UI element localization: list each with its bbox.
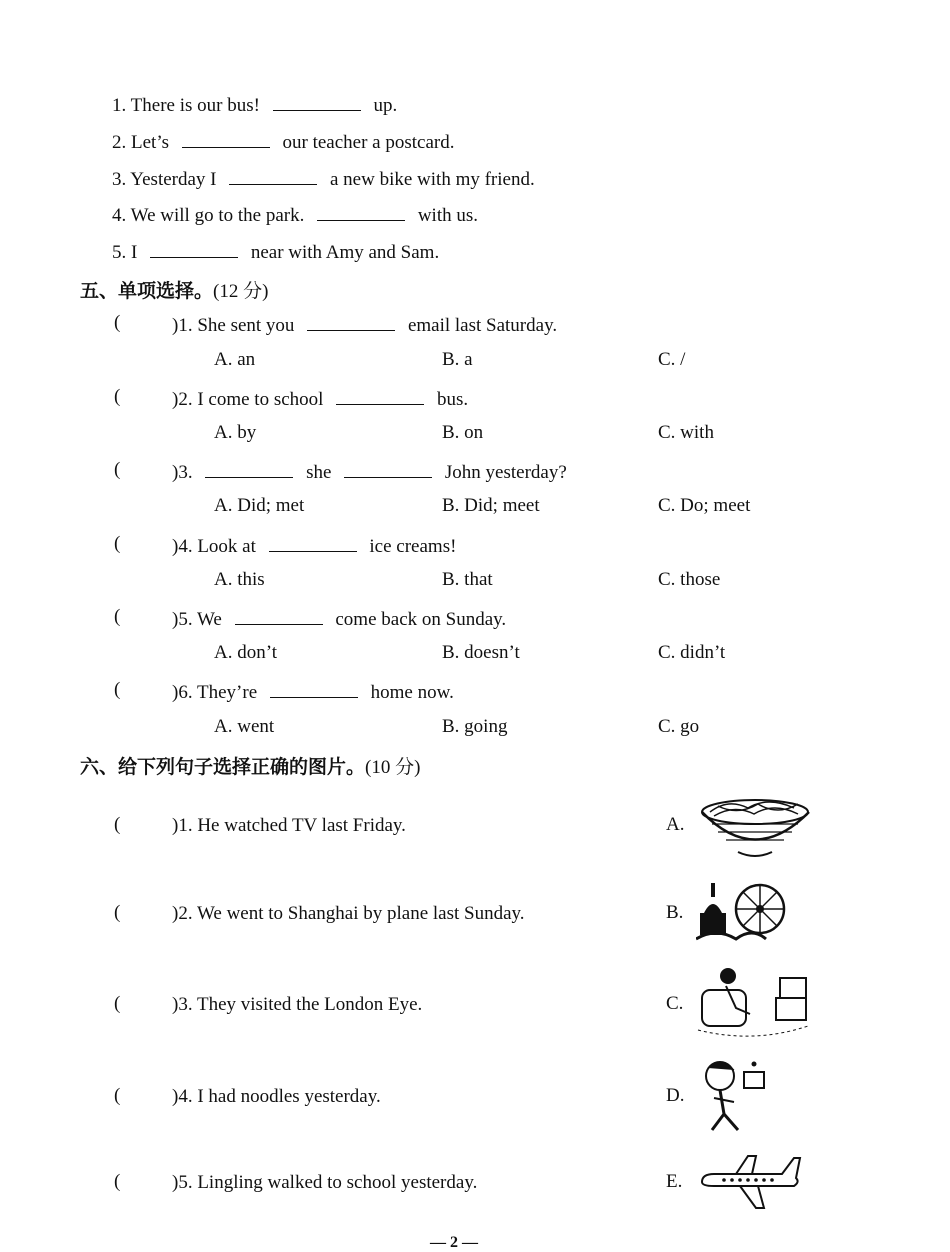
airplane-icon [696, 1150, 802, 1212]
answer-paren[interactable]: ( [114, 1085, 121, 1106]
answer-blank [269, 533, 357, 552]
answer-paren[interactable]: ( [114, 606, 121, 627]
item-text-before: Yesterday I [130, 169, 217, 190]
answer-blank [235, 606, 323, 625]
question-text-before: I come to school [197, 389, 324, 410]
option-b[interactable]: B. going [442, 716, 508, 737]
section-title-part6 [80, 752, 420, 779]
section-score: (10 分) [365, 757, 421, 778]
mc-question-1 [172, 312, 557, 338]
option-c[interactable]: C. Do; meet [658, 495, 751, 516]
mc-question-4 [172, 533, 456, 559]
mc-question-6 [172, 679, 454, 705]
answer-blank [307, 312, 395, 331]
answer-paren[interactable]: ( [114, 993, 121, 1014]
answer-paren[interactable]: ( [114, 1171, 121, 1192]
option-b[interactable]: B. doesn’t [442, 642, 520, 663]
question-text-mid: she [306, 462, 332, 483]
answer-blank [336, 386, 424, 405]
question-text-before: Look at [197, 536, 256, 557]
match-question-5: )5. Lingling walked to school yesterday. [172, 1172, 478, 1193]
item-text-after: our teacher a postcard. [282, 132, 455, 153]
answer-paren[interactable]: ( [114, 679, 121, 700]
picture-letter: C. [666, 993, 684, 1014]
option-a[interactable]: A. an [214, 349, 256, 370]
option-a[interactable]: A. by [214, 422, 257, 443]
option-c[interactable]: C. with [658, 422, 714, 443]
question-text-after: John yesterday? [444, 462, 567, 483]
item-number: 2. [112, 132, 127, 153]
answer-blank[interactable] [273, 92, 361, 111]
option-c[interactable]: C. those [658, 569, 721, 590]
london-eye-icon [696, 877, 792, 947]
option-a[interactable]: A. this [214, 569, 265, 590]
match-question-1: )1. He watched TV last Friday. [172, 815, 406, 836]
item-number: 5. [112, 242, 127, 263]
answer-paren[interactable]: ( [114, 459, 121, 480]
item-text-after: a new bike with my friend. [330, 169, 535, 190]
option-b[interactable]: B. a [442, 349, 473, 370]
picture-letter: A. [666, 814, 685, 835]
walking-girl-icon [700, 1058, 770, 1138]
option-b[interactable]: B. Did; meet [442, 495, 540, 516]
question-text-after: home now. [370, 682, 454, 703]
item-text-before: There is our bus! [130, 95, 260, 116]
match-question-3: )3. They visited the London Eye. [172, 994, 423, 1015]
answer-paren[interactable]: ( [114, 386, 121, 407]
answer-paren[interactable]: ( [114, 312, 121, 333]
question-text-after: come back on Sunday. [335, 609, 507, 630]
fill-item-2 [112, 129, 454, 155]
answer-blank[interactable] [150, 239, 238, 258]
picture-letter: D. [666, 1085, 685, 1106]
answer-blank [270, 679, 358, 698]
answer-blank[interactable] [317, 202, 405, 221]
mc-question-2 [172, 386, 468, 412]
option-c[interactable]: C. / [658, 349, 686, 370]
section-heading: 五、单项选择。 [80, 280, 214, 302]
watching-tv-icon [696, 964, 812, 1040]
item-number: 4. [112, 205, 127, 226]
question-number: )5. [172, 609, 193, 630]
option-c[interactable]: C. go [658, 716, 700, 737]
question-number: )2. [172, 389, 193, 410]
picture-letter: E. [666, 1171, 683, 1192]
answer-blank [205, 459, 293, 478]
section-title-part5 [80, 276, 268, 303]
answer-paren[interactable]: ( [114, 814, 121, 835]
fill-item-5 [112, 239, 439, 265]
option-a[interactable]: A. went [214, 716, 275, 737]
match-question-4: )4. I had noodles yesterday. [172, 1086, 381, 1107]
fill-item-3 [112, 166, 535, 192]
option-c[interactable]: C. didn’t [658, 642, 726, 663]
question-text-before: She sent you [197, 315, 295, 336]
question-number: )3. [172, 462, 193, 483]
option-a[interactable]: A. Did; met [214, 495, 305, 516]
question-number: )1. [172, 315, 193, 336]
match-question-2: )2. We went to Shanghai by plane last Sunday. [172, 903, 525, 924]
answer-blank [344, 459, 432, 478]
mc-question-3 [172, 459, 567, 485]
question-text-before: We [197, 609, 222, 630]
item-text-after: near with Amy and Sam. [250, 242, 440, 263]
option-a[interactable]: A. don’t [214, 642, 277, 663]
mc-question-5 [172, 606, 506, 632]
question-number: )6. [172, 682, 193, 703]
item-text-before: We will go to the park. [130, 205, 305, 226]
question-text-after: email last Saturday. [407, 315, 558, 336]
fill-item-1 [112, 92, 397, 118]
item-text-before: Let’s [131, 132, 169, 153]
option-b[interactable]: B. on [442, 422, 484, 443]
fill-item-4 [112, 202, 478, 228]
section-score: (12 分) [213, 281, 269, 302]
noodles-bowl-icon [698, 792, 813, 862]
answer-paren[interactable]: ( [114, 902, 121, 923]
item-text-after: with us. [417, 205, 479, 226]
question-number: )4. [172, 536, 193, 557]
item-number: 3. [112, 169, 127, 190]
picture-letter: B. [666, 902, 684, 923]
question-text-after: bus. [436, 389, 469, 410]
question-text-after: ice creams! [369, 536, 457, 557]
answer-blank[interactable] [182, 129, 270, 148]
page-number: — 2 — [430, 1234, 478, 1251]
item-text-before: I [131, 242, 138, 263]
question-text-before: They’re [197, 682, 258, 703]
option-b[interactable]: B. that [442, 569, 493, 590]
item-number: 1. [112, 95, 127, 116]
item-text-after: up. [373, 95, 398, 116]
answer-paren[interactable]: ( [114, 533, 121, 554]
section-heading: 六、给下列句子选择正确的图片。 [80, 756, 366, 778]
answer-blank[interactable] [229, 166, 317, 185]
